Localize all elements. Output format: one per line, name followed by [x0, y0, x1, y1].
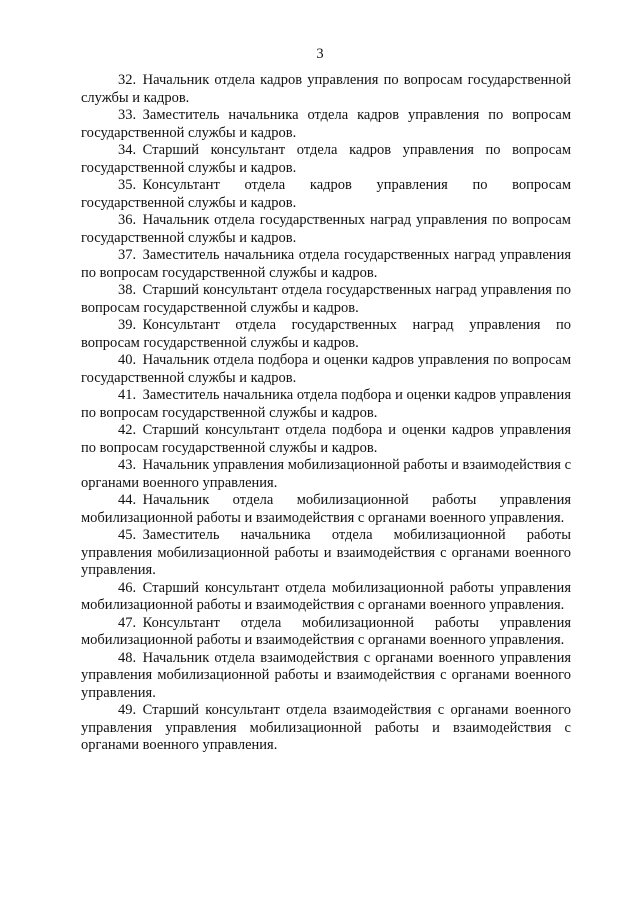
item-text: Консультант отдела мобилизационной работы управления мобилизационной работы и взаимодействия с органами военного управления.	[81, 614, 571, 648]
item-number: 47.	[118, 614, 137, 631]
list-item	[81, 457, 571, 492]
item-number: 46.	[118, 579, 137, 596]
list-item	[81, 702, 571, 755]
item-text: Начальник отдела мобилизационной работы управления мобилизационной работы и взаимодействия с органами военного управления.	[81, 492, 571, 526]
item-number: 42.	[118, 422, 137, 438]
item-text: Консультант отдела кадров управления по вопросам государственной службы и кадров.	[81, 177, 571, 211]
item-number: 45.	[118, 527, 137, 543]
item-number: 44.	[118, 492, 137, 508]
item-text: Заместитель начальника отдела кадров управления по вопросам государственной службы и кадров.	[81, 107, 571, 141]
list-item	[81, 247, 571, 282]
item-number: 36.	[118, 212, 137, 228]
item-number: 35.	[118, 177, 137, 193]
item-text: Старший консультант отдела государственных наград управления по вопросам государственной службы и кадров.	[81, 282, 571, 316]
list-item	[81, 492, 571, 527]
item-text: Начальник управления мобилизационной работы и взаимодействия с органами военного управления.	[81, 457, 572, 491]
list-item	[81, 650, 571, 703]
item-number: 33.	[118, 107, 137, 123]
item-text: Заместитель начальника отдела государственных наград управления по вопросам государственной службы и кадров.	[81, 247, 571, 281]
list-item	[81, 580, 571, 615]
item-number: 37.	[118, 247, 137, 263]
list-item	[81, 615, 571, 650]
list-item	[81, 212, 571, 247]
list-item	[81, 527, 571, 580]
item-number: 49.	[118, 702, 137, 718]
item-number: 43.	[118, 457, 137, 473]
item-text: Консультант отдела государственных наград управления по вопросам государственной службы и кадров.	[81, 317, 571, 351]
item-number: 32.	[118, 72, 137, 88]
list-item	[81, 422, 571, 457]
item-text: Начальник отдела кадров управления по вопросам государственной службы и кадров.	[81, 72, 571, 106]
item-number: 41.	[118, 387, 137, 403]
item-text: Старший консультант отдела взаимодействия с органами военного управления управления мобилизационной работы и взаимодействия с органами военного управления.	[81, 702, 571, 753]
item-text: Начальник отдела подбора и оценки кадров управления по вопросам государственной службы и кадров.	[81, 352, 571, 386]
item-number: 48.	[118, 649, 137, 666]
item-number: 34.	[118, 142, 137, 158]
item-number: 38.	[118, 282, 137, 298]
list-item	[81, 177, 571, 212]
item-text: Начальник отдела взаимодействия с органами военного управления управления мобилизационной работы и взаимодействия с органами военного управления.	[81, 649, 571, 701]
list-item	[81, 317, 571, 352]
item-text: Заместитель начальника отдела мобилизационной работы управления мобилизационной работы и взаимодействия с органами военного управления.	[81, 527, 571, 578]
list-item	[81, 282, 571, 317]
list-item	[81, 72, 571, 107]
item-text: Старший консультант отдела подбора и оценки кадров управления по вопросам государственной службы и кадров.	[81, 422, 571, 456]
list-item	[81, 387, 571, 422]
item-text: Заместитель начальника отдела подбора и оценки кадров управления по вопросам государственной службы и кадров.	[81, 387, 571, 421]
item-text: Старший консультант отдела мобилизационной работы управления мобилизационной работы и взаимодействия с органами военного управления.	[81, 579, 571, 613]
list-item	[81, 142, 571, 177]
list-item	[81, 107, 571, 142]
item-number: 39.	[118, 317, 137, 333]
page-number: 3	[316, 46, 324, 62]
position-list	[81, 72, 571, 755]
item-text: Старший консультант отдела кадров управления по вопросам государственной службы и кадров.	[81, 142, 571, 176]
item-text: Начальник отдела государственных наград управления по вопросам государственной службы и кадров.	[81, 212, 571, 246]
item-number: 40.	[118, 352, 137, 368]
list-item	[81, 352, 571, 387]
